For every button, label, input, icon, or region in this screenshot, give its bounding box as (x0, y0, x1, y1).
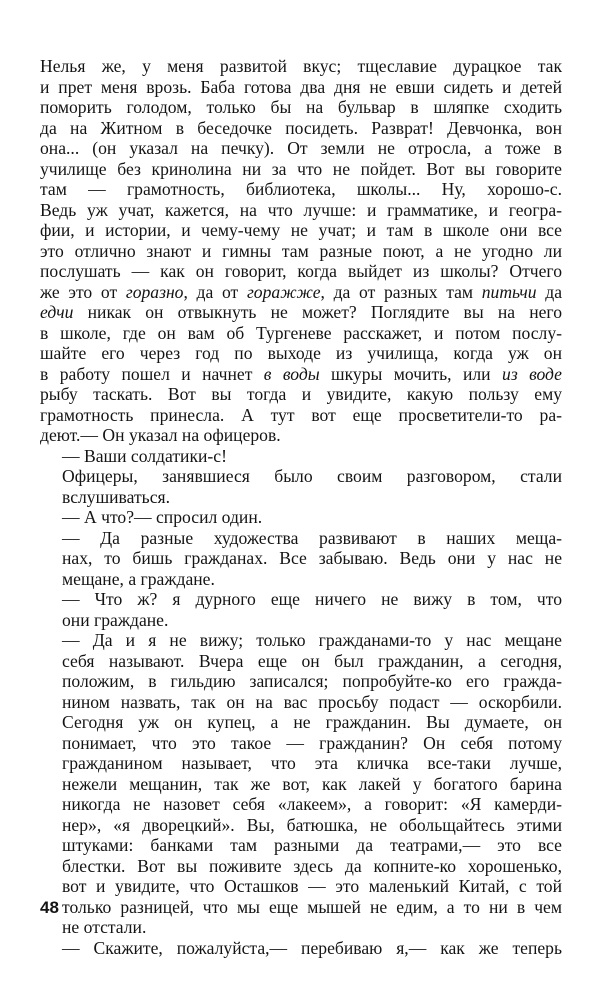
page-number: 48 (40, 898, 59, 917)
text-line: грамотность принесла. А тут вот еще просветители-то ра- (40, 404, 562, 425)
text-line: блестки. Вот вы поживите здесь да копните-ко хорошенько, (62, 855, 562, 876)
paragraph (40, 446, 562, 467)
paragraph (40, 938, 562, 959)
paragraph (40, 466, 562, 507)
text-line: гражданином называет, что эта кличка все-таки лучше, (62, 753, 562, 773)
text-line: поморить голодом, только бы на бульвар в шляпке сходить (40, 97, 562, 117)
text-line: шайте его через год по выходе из училища, когда уж он (40, 343, 562, 363)
text-line: Сегодня уж он купец, а не гражданин. Вы думаете, он (62, 712, 562, 732)
text-line: никогда не назовет себя «лакеем», а говорит: «Я камерди- (62, 794, 562, 814)
text-line: там — грамотность, библиотека, школы... Ну, хорошо-с. (40, 179, 562, 199)
text-line: послушать — как он говорит, когда выйдет из школы? Отчего (40, 261, 562, 281)
text-line: мещане, а граждане. (62, 568, 215, 589)
text-line: и прет меня врозь. Баба готова два дня не евши сидеть и детей (40, 76, 562, 97)
text-line: — Да разные художества развивают в наших меща- (62, 527, 562, 548)
text-line: она... (он указал на печку). От земли не отросла, а тоже в (40, 138, 562, 158)
text-line: положим, в гильдию записался; попробуйте-ко его гражда- (62, 671, 562, 691)
paragraph (40, 528, 562, 590)
text-line: — А что?— спросил один. (62, 507, 263, 527)
text-line: вслушиваться. (62, 486, 170, 507)
text-line: понимает, что это такое — гражданин? Он себя потому (62, 732, 562, 753)
paragraph (40, 630, 562, 938)
text-line: только разницей, что мы еще мышей не едим, а то ни в чем (62, 896, 562, 917)
text-line: нином назвать, так он на вас просьбу подаст — оскорбили. (62, 691, 562, 712)
text-line: фии, и истории, и чему-чему не учат; и там в школе они все (40, 220, 562, 240)
text-line: рыбу таскать. Вот вы тогда и увидите, какую пользу ему (40, 384, 562, 404)
text-line: себя называют. Вчера еще он был гражданин, а сегодня, (62, 650, 562, 671)
text-line: вот и увидите, что Осташков — это маленький Китай, с той (62, 876, 562, 896)
text-line: нежели мещанин, так же вот, как лакей у богатого барина (62, 773, 562, 794)
text-line: да на Житном в беседочке посидеть. Разврат! Девчонка, вон (40, 117, 562, 138)
text-line: Офицеры, занявшиеся было своим разговором, стали (62, 466, 562, 486)
text-line: едчи никак он отвыкнуть не может? Поглядите вы на него (40, 302, 562, 322)
text-line: деют.— Он указал на офицеров. (40, 425, 281, 445)
text-line: не отстали. (62, 917, 147, 937)
text-line: нах, то бишь гражданах. Все забываю. Ведь они у нас не (62, 548, 562, 568)
text-line: — Скажите, пожалуйста,— перебиваю я,— как же теперь (62, 937, 562, 958)
text-line: в работу пошел и начнет в воды шкуры мочить, или из воде (40, 363, 562, 384)
text-line: нер», «я дворецкий». Вы, батюшка, не обольщайтесь этими (62, 814, 562, 835)
text-line: Ведь уж учат, кажется, на что лучше: и грамматике, и геогра- (40, 199, 562, 220)
text-line: же это от горазно, да от горажже, да от разных там питьчи да (40, 281, 562, 302)
text-line: в школе, где он вам об Тургеневе расскажет, и потом послу- (40, 322, 562, 343)
paragraph (40, 507, 562, 528)
text-line: — Ваши солдатики-с! (62, 445, 227, 466)
text-line: — Да и я не вижу; только гражданами-то у нас мещане (62, 630, 562, 650)
page-text (40, 56, 562, 958)
text-line: штуками: банками там разными да театрами,— это все (62, 835, 562, 855)
text-line: — Что ж? я дурного еще ничего не вижу в том, что (62, 589, 562, 609)
paragraph (40, 56, 562, 446)
text-line: училище без кринолина ни за что не пойдет. Вот вы говорите (40, 158, 562, 179)
paragraph (40, 589, 562, 630)
text-line: это отлично знают и гимны там разные поют, а не угодно ли (40, 240, 562, 261)
text-line: Нелья же, у меня развитой вкус; тщеславие дурацкое так (40, 56, 562, 76)
text-line: они граждане. (62, 609, 169, 630)
